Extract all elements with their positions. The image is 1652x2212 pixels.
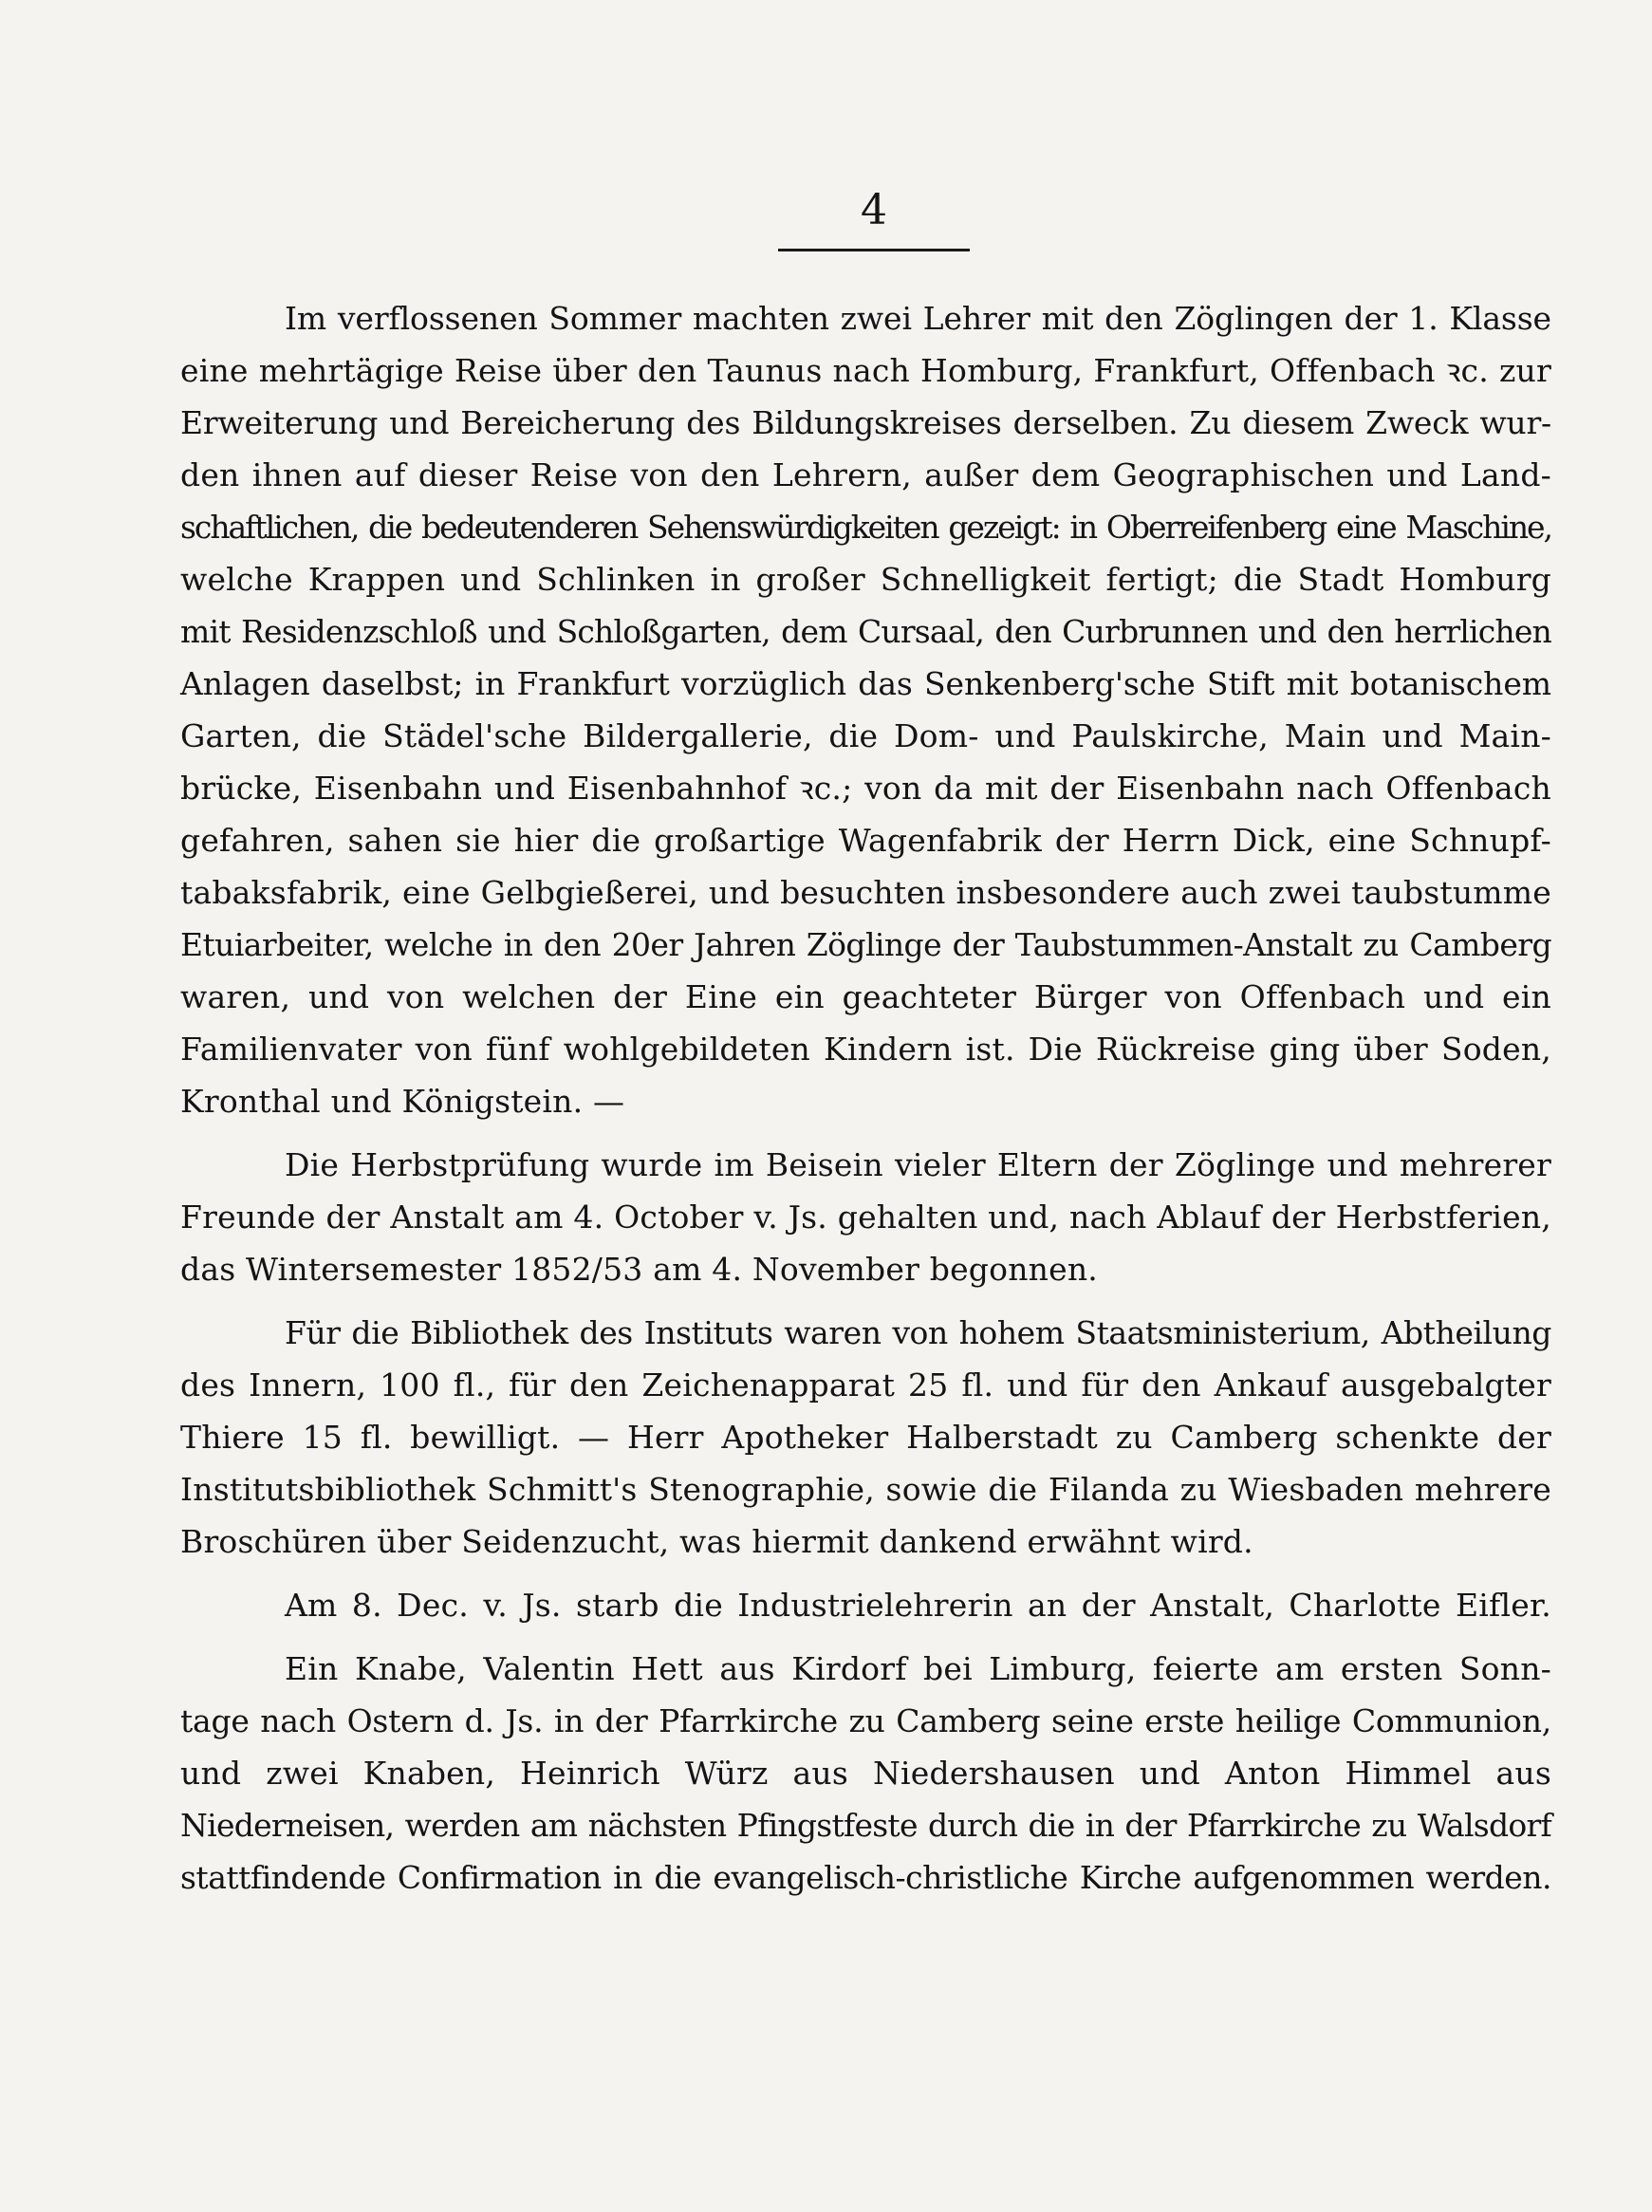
text-line: und zwei Knaben, Heinrich Würz aus Niedershausen und Anton Himmel aus: [180, 1755, 1551, 1792]
text-line: eine mehrtägige Reise über den Taunus nach Homburg, Frankfurt, Offenbach ꝛc. zur: [180, 352, 1551, 389]
text-line: mit Residenzschloß und Schloßgarten, dem Cursaal, den Curbrunnen und den herrlichen: [180, 613, 1551, 650]
text-line: tabaksfabrik, eine Gelbgießerei, und besuchten insbesondere auch zwei taubstumme: [180, 874, 1551, 911]
text-line: Etuiarbeiter, welche in den 20er Jahren Zöglinge der Taubstummen-Anstalt zu Camberg: [180, 926, 1551, 963]
paragraph-exam: [180, 1139, 1551, 1295]
text-line: Am 8. Dec. v. Js. starb die Industrielehrerin an der Anstalt, Charlotte Eifler.: [285, 1587, 1551, 1624]
page-number: 4: [861, 186, 887, 234]
text-line: Erweiterung und Bereicherung des Bildungskreises derselben. Zu diesem Zweck wur-: [180, 404, 1551, 441]
page-number-rule: [778, 249, 970, 251]
text-line: Garten, die Städel'sche Bildergallerie, die Dom- und Paulskirche, Main und Main-: [180, 717, 1551, 754]
text-line: Broschüren über Seidenzucht, was hiermit dankend erwähnt wird.: [180, 1523, 1253, 1560]
text-line: Thiere 15 fl. bewilligt. — Herr Apotheker Halberstadt zu Camberg schenkte der: [180, 1419, 1551, 1456]
text-line: Anlagen daselbst; in Frankfurt vorzüglich das Senkenberg'sche Stift mit botanischem: [180, 665, 1551, 702]
text-line: Ein Knabe, Valentin Hett aus Kirdorf bei Limburg, feierte am ersten Sonn-: [285, 1650, 1551, 1687]
paragraph-communion: [180, 1643, 1551, 1904]
text-line: Institutsbibliothek Schmitt's Stenographie, sowie die Filanda zu Wiesbaden mehrere: [180, 1471, 1551, 1508]
text-line: gefahren, sahen sie hier die großartige Wagenfabrik der Herrn Dick, eine Schnupf-: [180, 822, 1551, 859]
text-line: Familienvater von fünf wohlgebildeten Kindern ist. Die Rückreise ging über Soden,: [180, 1031, 1551, 1068]
paragraph-death: [180, 1579, 1551, 1631]
text-line: waren, und von welchen der Eine ein geachteter Bürger von Offenbach und ein: [180, 978, 1551, 1015]
paragraph-trip: [180, 292, 1551, 1127]
text-line: Kronthal und Königstein. —: [180, 1083, 625, 1120]
text-line: tage nach Ostern d. Js. in der Pfarrkirche zu Camberg seine erste heilige Communion,: [180, 1702, 1551, 1739]
body-text: [180, 292, 1551, 1915]
text-line: den ihnen auf dieser Reise von den Lehrern, außer dem Geographischen und Land-: [180, 456, 1551, 493]
text-line: brücke, Eisenbahn und Eisenbahnhof ꝛc.; von da mit der Eisenbahn nach Offenbach: [180, 770, 1551, 807]
paragraph-library: [180, 1307, 1551, 1568]
text-line: Die Herbstprüfung wurde im Beisein vieler Eltern der Zöglinge und mehrerer: [285, 1146, 1551, 1183]
text-line: welche Krappen und Schlinken in großer Schnelligkeit fertigt; die Stadt Homburg: [180, 561, 1551, 598]
text-line: des Innern, 100 fl., für den Zeichenapparat 25 fl. und für den Ankauf ausgebalgter: [180, 1366, 1551, 1403]
text-line: Im verflossenen Sommer machten zwei Lehrer mit den Zöglingen der 1. Klasse: [285, 300, 1551, 337]
text-line: Für die Bibliothek des Instituts waren von hohem Staatsministerium, Abtheilung: [285, 1314, 1551, 1351]
text-line: schaftlichen, die bedeutenderen Sehenswürdigkeiten gezeigt: in Oberreifenberg eine Maschine,: [180, 509, 1551, 546]
text-line: Niederneisen, werden am nächsten Pfingstfeste durch die in der Pfarrkirche zu Walsdorf: [180, 1807, 1551, 1844]
text-line: stattfindende Confirmation in die evangelisch-christliche Kirche aufgenommen werden.: [180, 1859, 1551, 1896]
text-line: Freunde der Anstalt am 4. October v. Js. gehalten und, nach Ablauf der Herbstferien,: [180, 1199, 1551, 1236]
text-line: das Wintersemester 1852/53 am 4. November begonnen.: [180, 1251, 1098, 1288]
